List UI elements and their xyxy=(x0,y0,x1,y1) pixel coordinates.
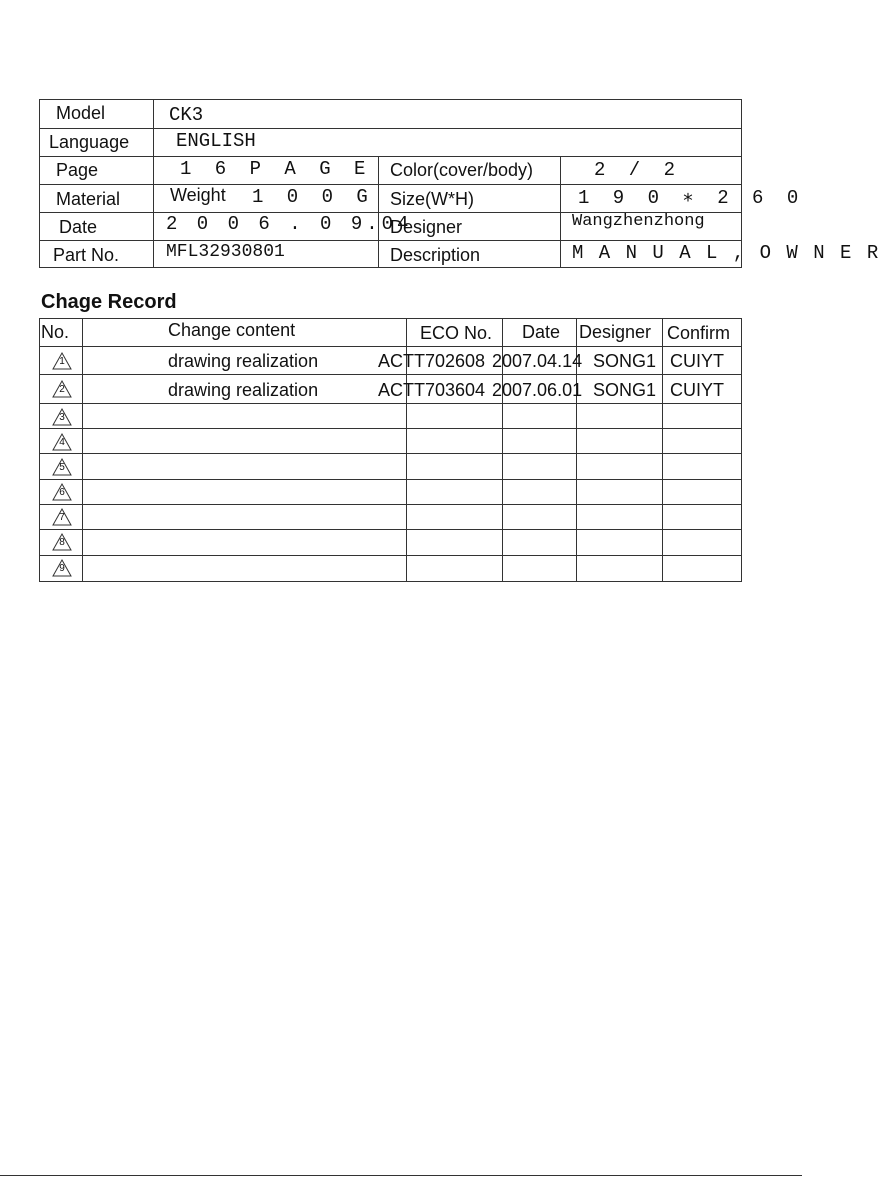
record-row-divider xyxy=(40,403,741,404)
page-value: 1 6 P A G E xyxy=(180,158,372,180)
revision-triangle-icon xyxy=(52,483,72,501)
description-value: M A N U A L , O W N E R xyxy=(572,242,880,264)
revision-number: 5 xyxy=(59,462,65,473)
material-label: Material xyxy=(56,189,121,209)
date-label: Date xyxy=(59,217,98,237)
partno-label: Part No. xyxy=(53,245,120,265)
record-row-divider xyxy=(40,374,741,375)
size-label: Size(W*H) xyxy=(390,189,474,209)
model-label: Model xyxy=(56,103,106,123)
record-row-divider xyxy=(40,529,741,530)
record-row-divider xyxy=(40,453,741,454)
date-value: 2 0 0 6 . 0 9.04 xyxy=(166,213,413,235)
revision-triangle-icon xyxy=(52,458,72,476)
revision-number: 9 xyxy=(59,563,65,574)
record-row-divider xyxy=(40,479,741,480)
spec-table xyxy=(39,99,880,268)
record-row-divider xyxy=(40,555,741,556)
spec-col-divider xyxy=(378,156,379,267)
row-designer: SONG1 xyxy=(593,380,657,400)
row-eco-no: ACTT703604 xyxy=(378,380,486,400)
revision-triangle-icon xyxy=(52,380,72,398)
color-label: Color(cover/body) xyxy=(390,160,534,180)
page-label: Page xyxy=(56,160,99,180)
row-eco-no: ACTT702608 xyxy=(378,351,486,371)
record-row-divider xyxy=(40,428,741,429)
revision-number: 3 xyxy=(59,412,65,423)
header-eco-no: ECO No. xyxy=(420,323,493,343)
language-value: ENGLISH xyxy=(176,130,256,152)
spec-row-divider xyxy=(40,184,741,185)
row-confirm: CUIYT xyxy=(670,351,724,371)
header-designer: Designer xyxy=(579,322,652,342)
row-confirm: CUIYT xyxy=(670,380,724,400)
designer-value: Wangzhenzhong xyxy=(572,212,705,231)
record-row-divider xyxy=(40,346,741,347)
change-record-title: Chage Record xyxy=(41,291,177,313)
header-date: Date xyxy=(522,322,561,342)
weight-value: 1 0 0 G xyxy=(252,186,374,208)
revision-number: 4 xyxy=(59,437,65,448)
revision-triangle-icon xyxy=(52,352,72,370)
header-change-content: Change content xyxy=(168,320,296,340)
spec-col-divider xyxy=(560,156,561,267)
revision-triangle-icon xyxy=(52,433,72,451)
header-no: No. xyxy=(41,322,70,342)
color-value: 2 / 2 xyxy=(594,159,682,181)
revision-triangle-icon xyxy=(52,408,72,426)
row-designer: SONG1 xyxy=(593,351,657,371)
revision-number: 6 xyxy=(59,487,65,498)
spec-row-divider xyxy=(40,240,741,241)
revision-triangle-icon xyxy=(52,533,72,551)
header-confirm: Confirm xyxy=(667,323,731,343)
row-change-content: drawing realization xyxy=(168,380,319,400)
revision-number: 2 xyxy=(59,384,65,395)
row-date: 2007.06.01 xyxy=(492,380,583,400)
record-col-divider xyxy=(662,319,663,581)
spec-row-divider xyxy=(40,128,741,129)
revision-number: 7 xyxy=(59,512,65,523)
model-value: CK3 xyxy=(169,104,204,126)
designer-label: Designer xyxy=(390,217,463,237)
size-value: 1 9 0 ∗ 2 6 0 xyxy=(578,187,805,209)
spec-col-divider xyxy=(153,100,154,267)
revision-number: 1 xyxy=(59,356,65,367)
change-record-table xyxy=(39,318,742,582)
record-col-divider xyxy=(82,319,83,581)
description-label: Description xyxy=(390,245,481,265)
spec-row-divider xyxy=(40,156,741,157)
row-date: 2007.04.14 xyxy=(492,351,583,371)
partno-value: MFL32930801 xyxy=(166,242,285,262)
record-row-divider xyxy=(40,504,741,505)
page-bottom-rule xyxy=(0,1175,802,1176)
weight-label: Weight xyxy=(170,185,226,205)
revision-triangle-icon xyxy=(52,559,72,577)
revision-number: 8 xyxy=(59,537,65,548)
row-change-content: drawing realization xyxy=(168,351,319,371)
language-label: Language xyxy=(49,132,130,152)
revision-triangle-icon xyxy=(52,508,72,526)
